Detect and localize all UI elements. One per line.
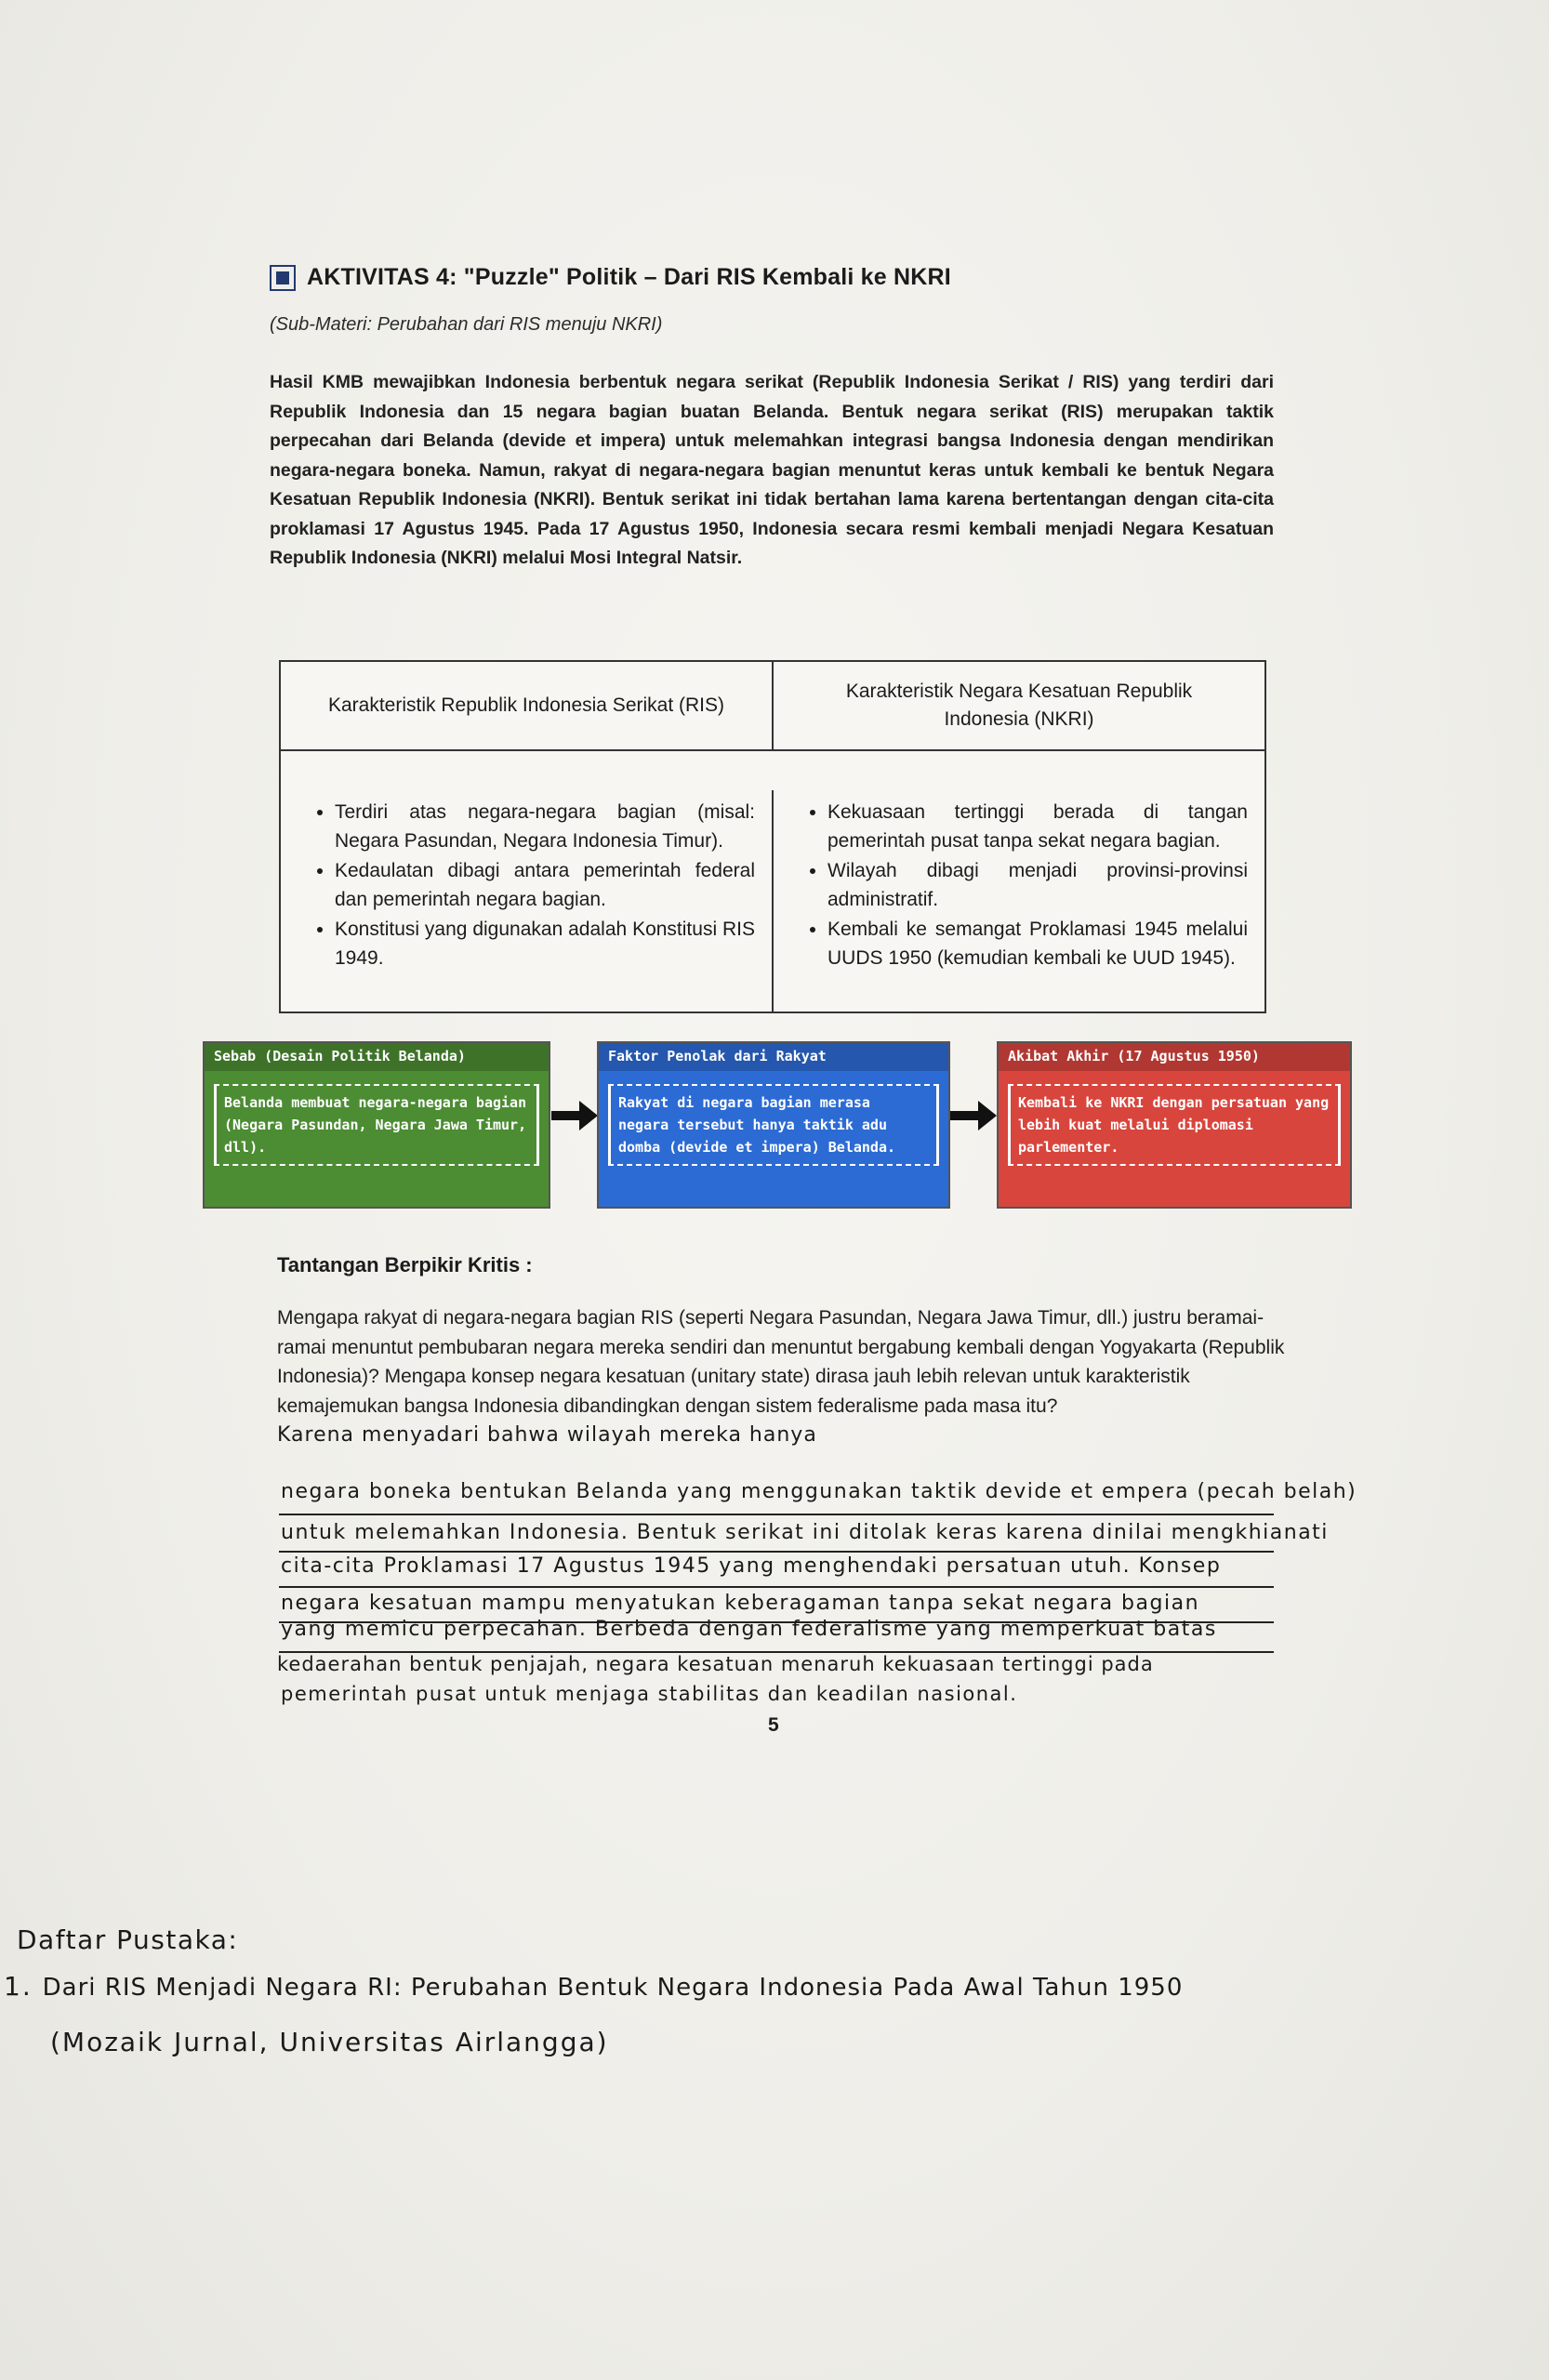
comparison-table	[279, 660, 1266, 1013]
ris-column	[281, 790, 774, 1012]
result-body: Kembali ke NKRI dengan persatuan yang lebih kuat melalui diplomasi parlementer.	[1008, 1084, 1341, 1166]
cause-box	[203, 1041, 550, 1209]
nkri-header: Karakteristik Negara Kesatuan Republik Indonesia (NKRI)	[774, 662, 1264, 751]
nkri-item: • Kembali ke semangat Proklamasi 1945 melalui UUDS 1950 (kemudian kembali ke UUD 1945).	[827, 915, 1248, 973]
cause-title: Sebab (Desain Politik Belanda)	[205, 1043, 549, 1071]
factor-body: Rakyat di negara bagian merasa negara tersebut hanya taktik adu domba (devide et impera) Belanda.	[608, 1084, 939, 1166]
factor-box	[597, 1041, 950, 1209]
sub-material: (Sub-Materi: Perubahan dari RIS menuju NKRI)	[270, 314, 663, 335]
answer-line: pemerintah pusat untuk menjaga stabilitas dan keadilan nasional.	[281, 1683, 1018, 1705]
checkbox-icon	[270, 265, 296, 291]
nkri-item: • Kekuasaan tertinggi berada di tangan pemerintah pusat tanpa sekat negara bagian.	[827, 798, 1248, 856]
answer-line: negara kesatuan mampu menyatukan keberagaman tanpa sekat negara bagian	[281, 1592, 1200, 1615]
arrow-right-icon	[551, 1099, 598, 1132]
answer-line: yang memicu perpecahan. Berbeda dengan federalisme yang memperkuat batas	[281, 1618, 1217, 1641]
answer-line: kedaerahan bentuk penjajah, negara kesatuan menaruh kekuasaan tertinggi pada	[277, 1653, 1154, 1675]
underline	[279, 1514, 1274, 1515]
intro-text: Hasil KMB mewajibkan Indonesia berbentuk negara serikat (Republik Indonesia Serikat / RIS) yang terdiri dari Republik Indonesia dan 15 negara bagian buatan Belanda. Bentuk negara serikat (RIS) merupakan taktik perpecahan dari Belanda (devide et impera) untuk melemahkan integrasi bangsa Indonesia dengan mendirikan negara-negara boneka. Namun, rakyat di negara-negara bagian menuntut keras untuk kembali ke bentuk Negara Kesatuan Republik Indonesia (NKRI). Bentuk serikat ini tidak bertahan lama karena bertentangan dengan cita-cita proklamasi 17 Agustus 1945. Pada 17 Agustus 1950, Indonesia secara resmi kembali menjadi Negara Kesatuan Republik Indonesia (NKRI) melalui	[270, 372, 1274, 568]
page-number: 5	[768, 1714, 779, 1736]
arrow-right-icon	[950, 1099, 997, 1132]
cause-body: Belanda membuat negara-negara bagian (Negara Pasundan, Negara Jawa Timur, dll).	[214, 1084, 539, 1166]
intro-emphasis: Mosi Integral Natsir.	[569, 548, 743, 568]
challenge-question	[277, 1303, 1286, 1450]
ris-header: Karakteristik Republik Indonesia Serikat (RIS)	[281, 662, 774, 751]
question-text: Mengapa rakyat di negara-negara bagian RIS (seperti Negara Pasundan, Negara Jawa Timur, dll.) justru beramai-ramai menuntut pembubaran negara mereka sendiri dan menuntut bergabung kembali dengan Yogyakarta (Republik Indonesia)? Mengapa konsep negara kesatuan (unitary state) dirasa jauh lebih relevan untuk karakteristik kemajemukan bangsa Indonesia dibandingkan dengan sistem federalisme pada masa itu?	[277, 1307, 1285, 1417]
underline	[279, 1586, 1274, 1588]
underline	[279, 1551, 1274, 1553]
answer-line: untuk melemahkan Indonesia. Bentuk serikat ini ditolak keras karena dinilai mengkhianati	[281, 1521, 1329, 1544]
answer-start: Karena menyadari bahwa wilayah mereka hanya	[277, 1423, 817, 1447]
heading-text: AKTIVITAS 4: "Puzzle" Politik – Dari RIS Kembali ke NKRI	[307, 264, 951, 290]
ris-item: • Konstitusi yang digunakan adalah Konstitusi RIS 1949.	[335, 915, 755, 973]
bibliography-title-text: Dari RIS Menjadi Negara RI: Perubahan Bentuk Negara Indonesia Pada Awal Tahun 1950	[42, 1974, 1184, 2002]
nkri-item: • Wilayah dibagi menjadi provinsi-provinsi administratif.	[827, 856, 1248, 915]
intro-paragraph	[270, 368, 1274, 574]
answer-line: negara boneka bentukan Belanda yang menggunakan taktik devide et empera (pecah belah)	[281, 1480, 1357, 1503]
ris-item: • Terdiri atas negara-negara bagian (misal: Negara Pasundan, Negara Indonesia Timur).	[335, 798, 755, 856]
activity-heading	[270, 264, 1292, 291]
factor-title: Faktor Penolak dari Rakyat	[599, 1043, 948, 1071]
bibliography-number: 1.	[4, 1971, 33, 2002]
result-box	[997, 1041, 1352, 1209]
bibliography-source: (Mozaik Jurnal, Universitas Airlangga)	[50, 2027, 609, 2057]
challenge-title: Tantangan Berpikir Kritis :	[277, 1253, 533, 1276]
nkri-column	[774, 790, 1264, 1012]
bibliography-item	[4, 1971, 1183, 2002]
answer-line: cita-cita Proklamasi 17 Agustus 1945 yang menghendaki persatuan utuh. Konsep	[281, 1554, 1222, 1578]
bibliography-title: Daftar Pustaka:	[17, 1924, 239, 1955]
ris-item: • Kedaulatan dibagi antara pemerintah federal dan pemerintah negara bagian.	[335, 856, 755, 915]
result-title: Akibat Akhir (17 Agustus 1950)	[999, 1043, 1350, 1071]
